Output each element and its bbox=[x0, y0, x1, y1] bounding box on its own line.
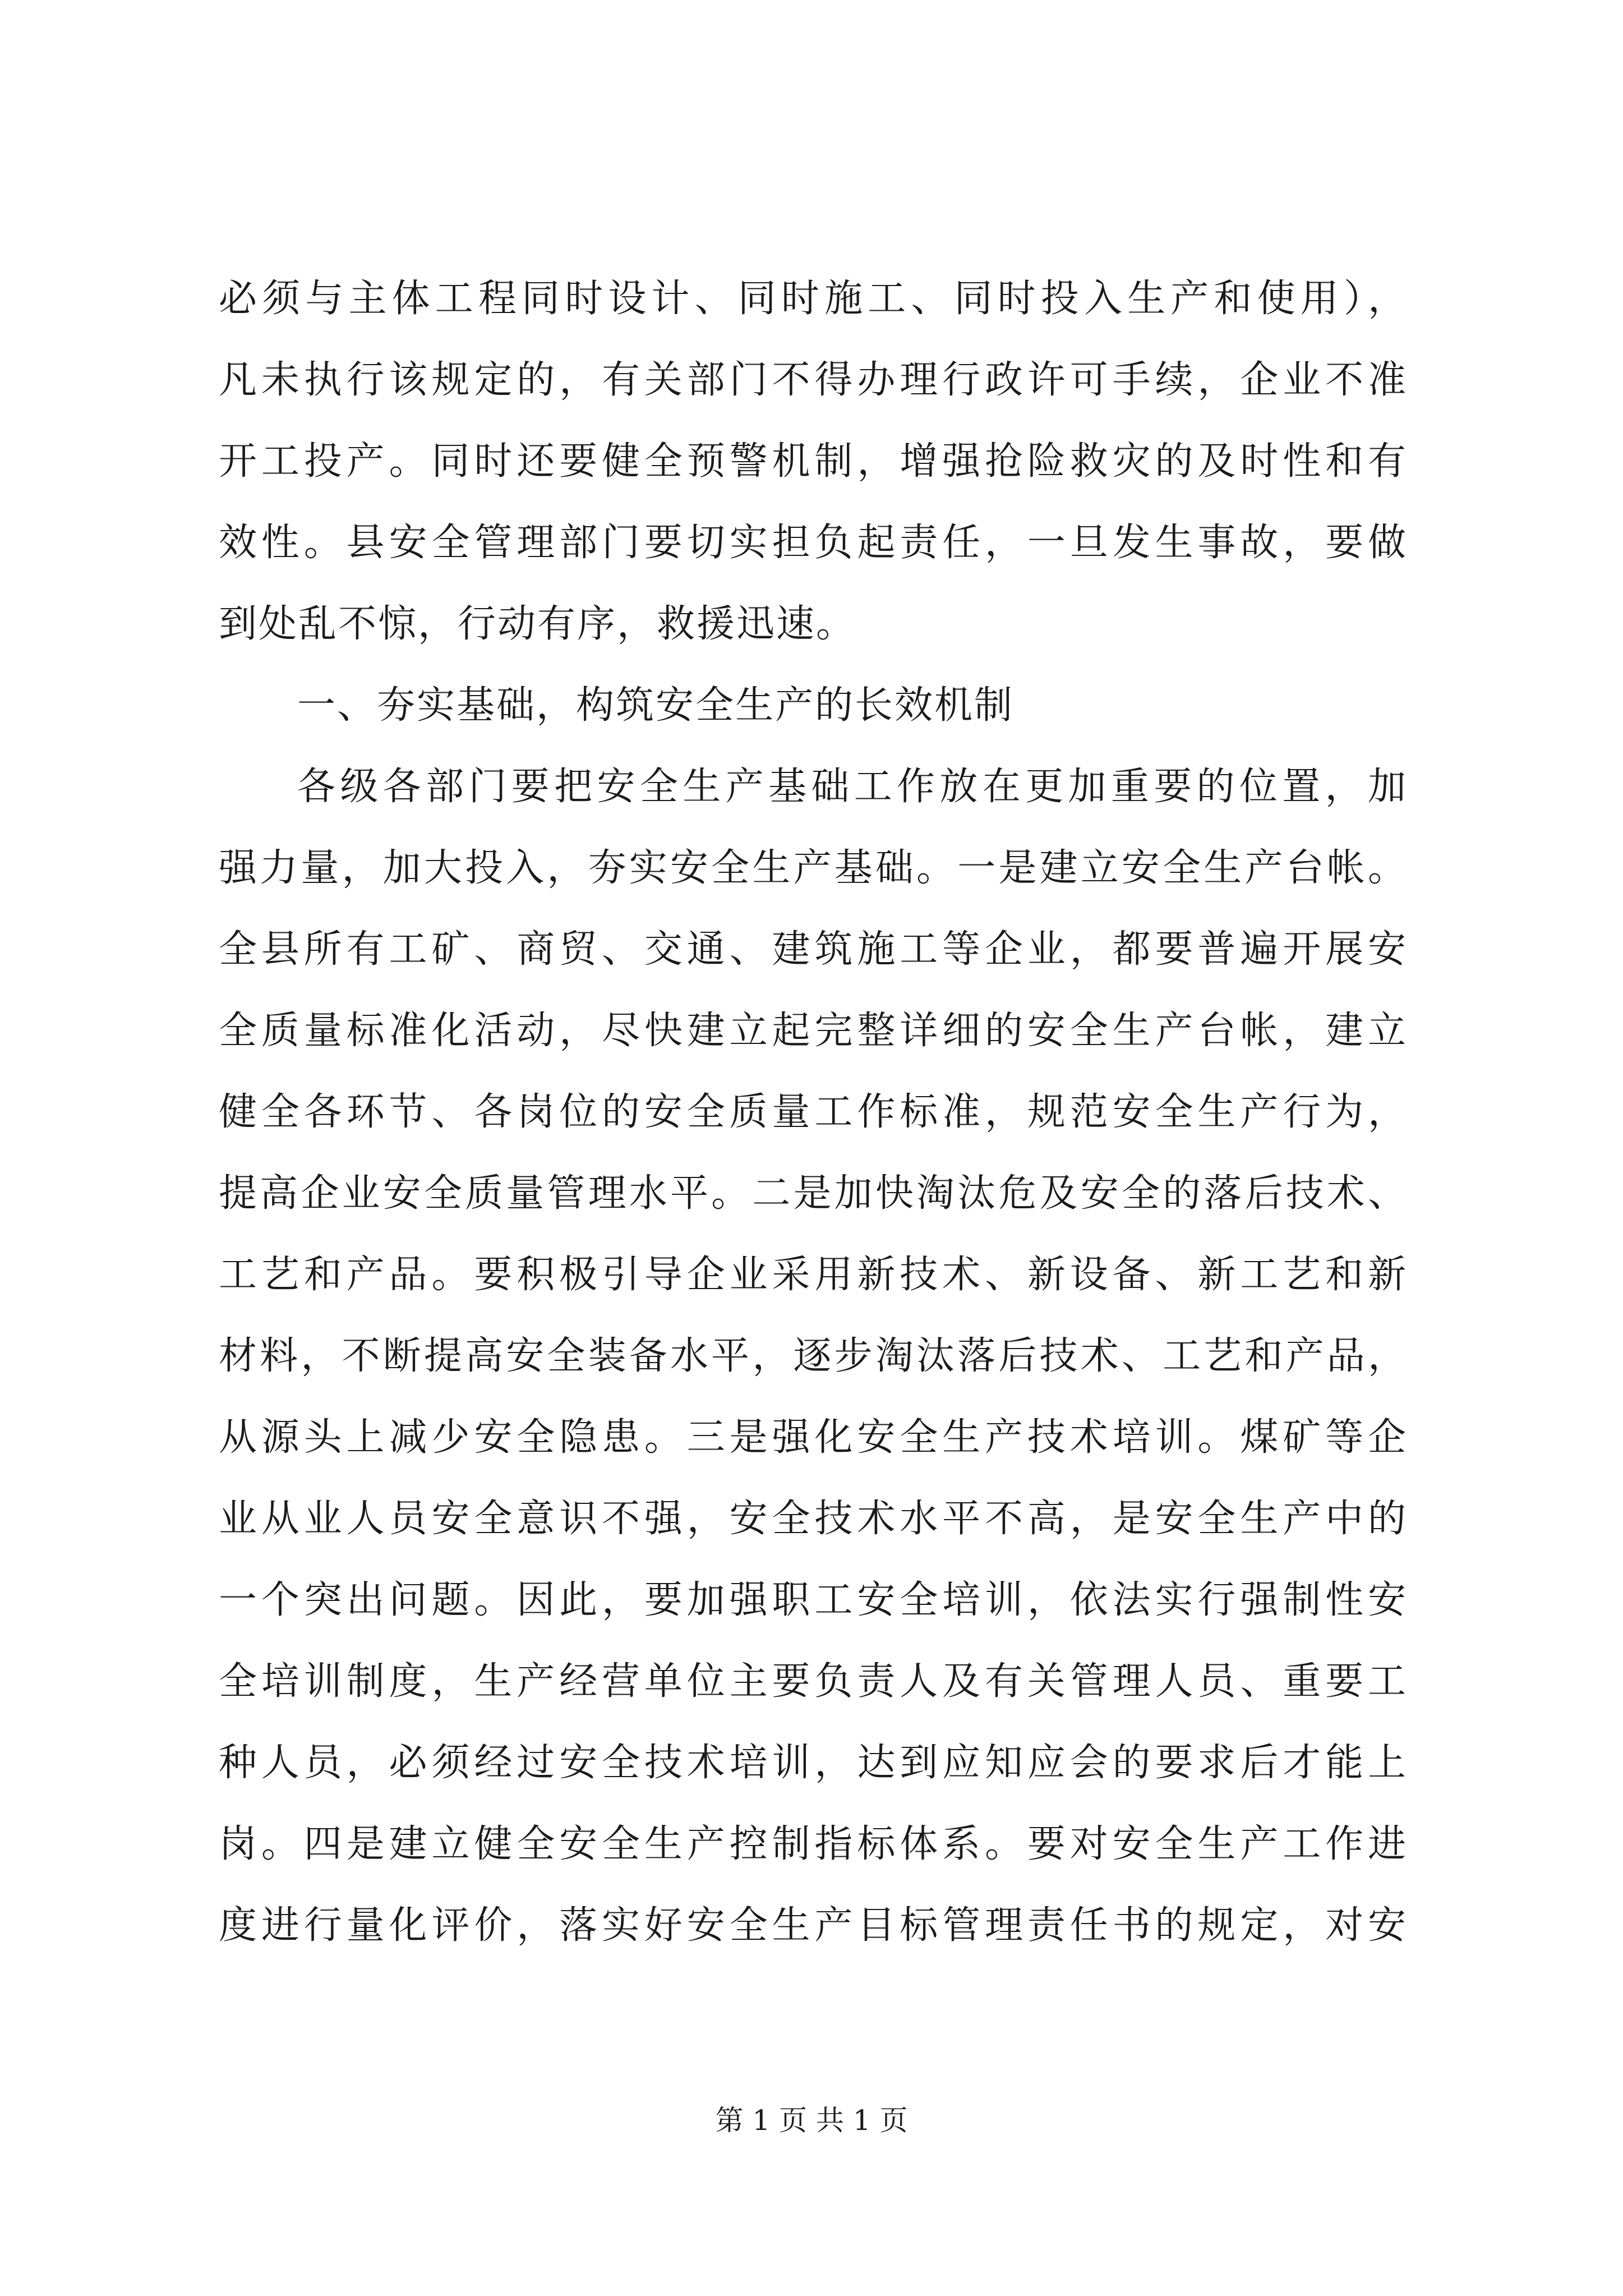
text-line: 效性。县安全管理部门要切实担负起责任，一旦发生事故，要做 bbox=[219, 521, 1408, 565]
text-line: 全培训制度，生产经营单位主要负责人及有关管理人员、重要工 bbox=[219, 1659, 1408, 1704]
page-number-label: 第 1 页 共 1 页 bbox=[715, 2104, 908, 2137]
text-line: 种人员，必须经过安全技术培训，达到应知应会的要求后才能上 bbox=[219, 1741, 1408, 1785]
text-line: 材料，不断提高安全装备水平，逐步淘汰落后技术、工艺和产品， bbox=[219, 1334, 1408, 1378]
text-line: 凡未执行该规定的，有关部门不得办理行政许可手续，企业不准 bbox=[219, 358, 1408, 402]
text-line: 各级各部门要把安全生产基础工作放在更加重要的位置，加 bbox=[297, 765, 1408, 809]
text-line: 强力量，加大投入，夯实安全生产基础。一是建立安全生产台帐。 bbox=[219, 846, 1408, 890]
text-line: 全县所有工矿、商贸、交通、建筑施工等企业，都要普遍开展安 bbox=[219, 927, 1408, 972]
text-line: 从源头上减少安全隐患。三是强化安全生产技术培训。煤矿等企 bbox=[219, 1415, 1408, 1460]
text-line: 提高企业安全质量管理水平。二是加快淘汰危及安全的落后技术、 bbox=[219, 1171, 1408, 1216]
text-line: 开工投产。同时还要健全预警机制，增强抢险救灾的及时性和有 bbox=[219, 439, 1408, 484]
page-footer bbox=[0, 2101, 1623, 2140]
text-line: 业从业人员安全意识不强，安全技术水平不高，是安全生产中的 bbox=[219, 1497, 1408, 1541]
text-line: 到处乱不惊，行动有序，救援迅速。 bbox=[219, 602, 856, 646]
text-line: 工艺和产品。要积极引导企业采用新技术、新设备、新工艺和新 bbox=[219, 1253, 1408, 1297]
document-body bbox=[219, 258, 1408, 1966]
text-line: 岗。四是建立健全安全生产控制指标体系。要对安全生产工作进 bbox=[219, 1822, 1408, 1866]
text-line: 必须与主体工程同时设计、同时施工、同时投入生产和使用）， bbox=[219, 277, 1408, 321]
text-line: 全质量标准化活动，尽快建立起完整详细的安全生产台帐，建立 bbox=[219, 1009, 1408, 1053]
text-line: 健全各环节、各岗位的安全质量工作标准，规范安全生产行为， bbox=[219, 1090, 1408, 1134]
section-heading: 一、夯实基础，构筑安全生产的长效机制 bbox=[297, 683, 1015, 728]
text-line: 一个突出问题。因此，要加强职工安全培训，依法实行强制性安 bbox=[219, 1578, 1408, 1622]
text-line: 度进行量化评价，落实好安全生产目标管理责任书的规定，对安 bbox=[219, 1903, 1408, 1948]
